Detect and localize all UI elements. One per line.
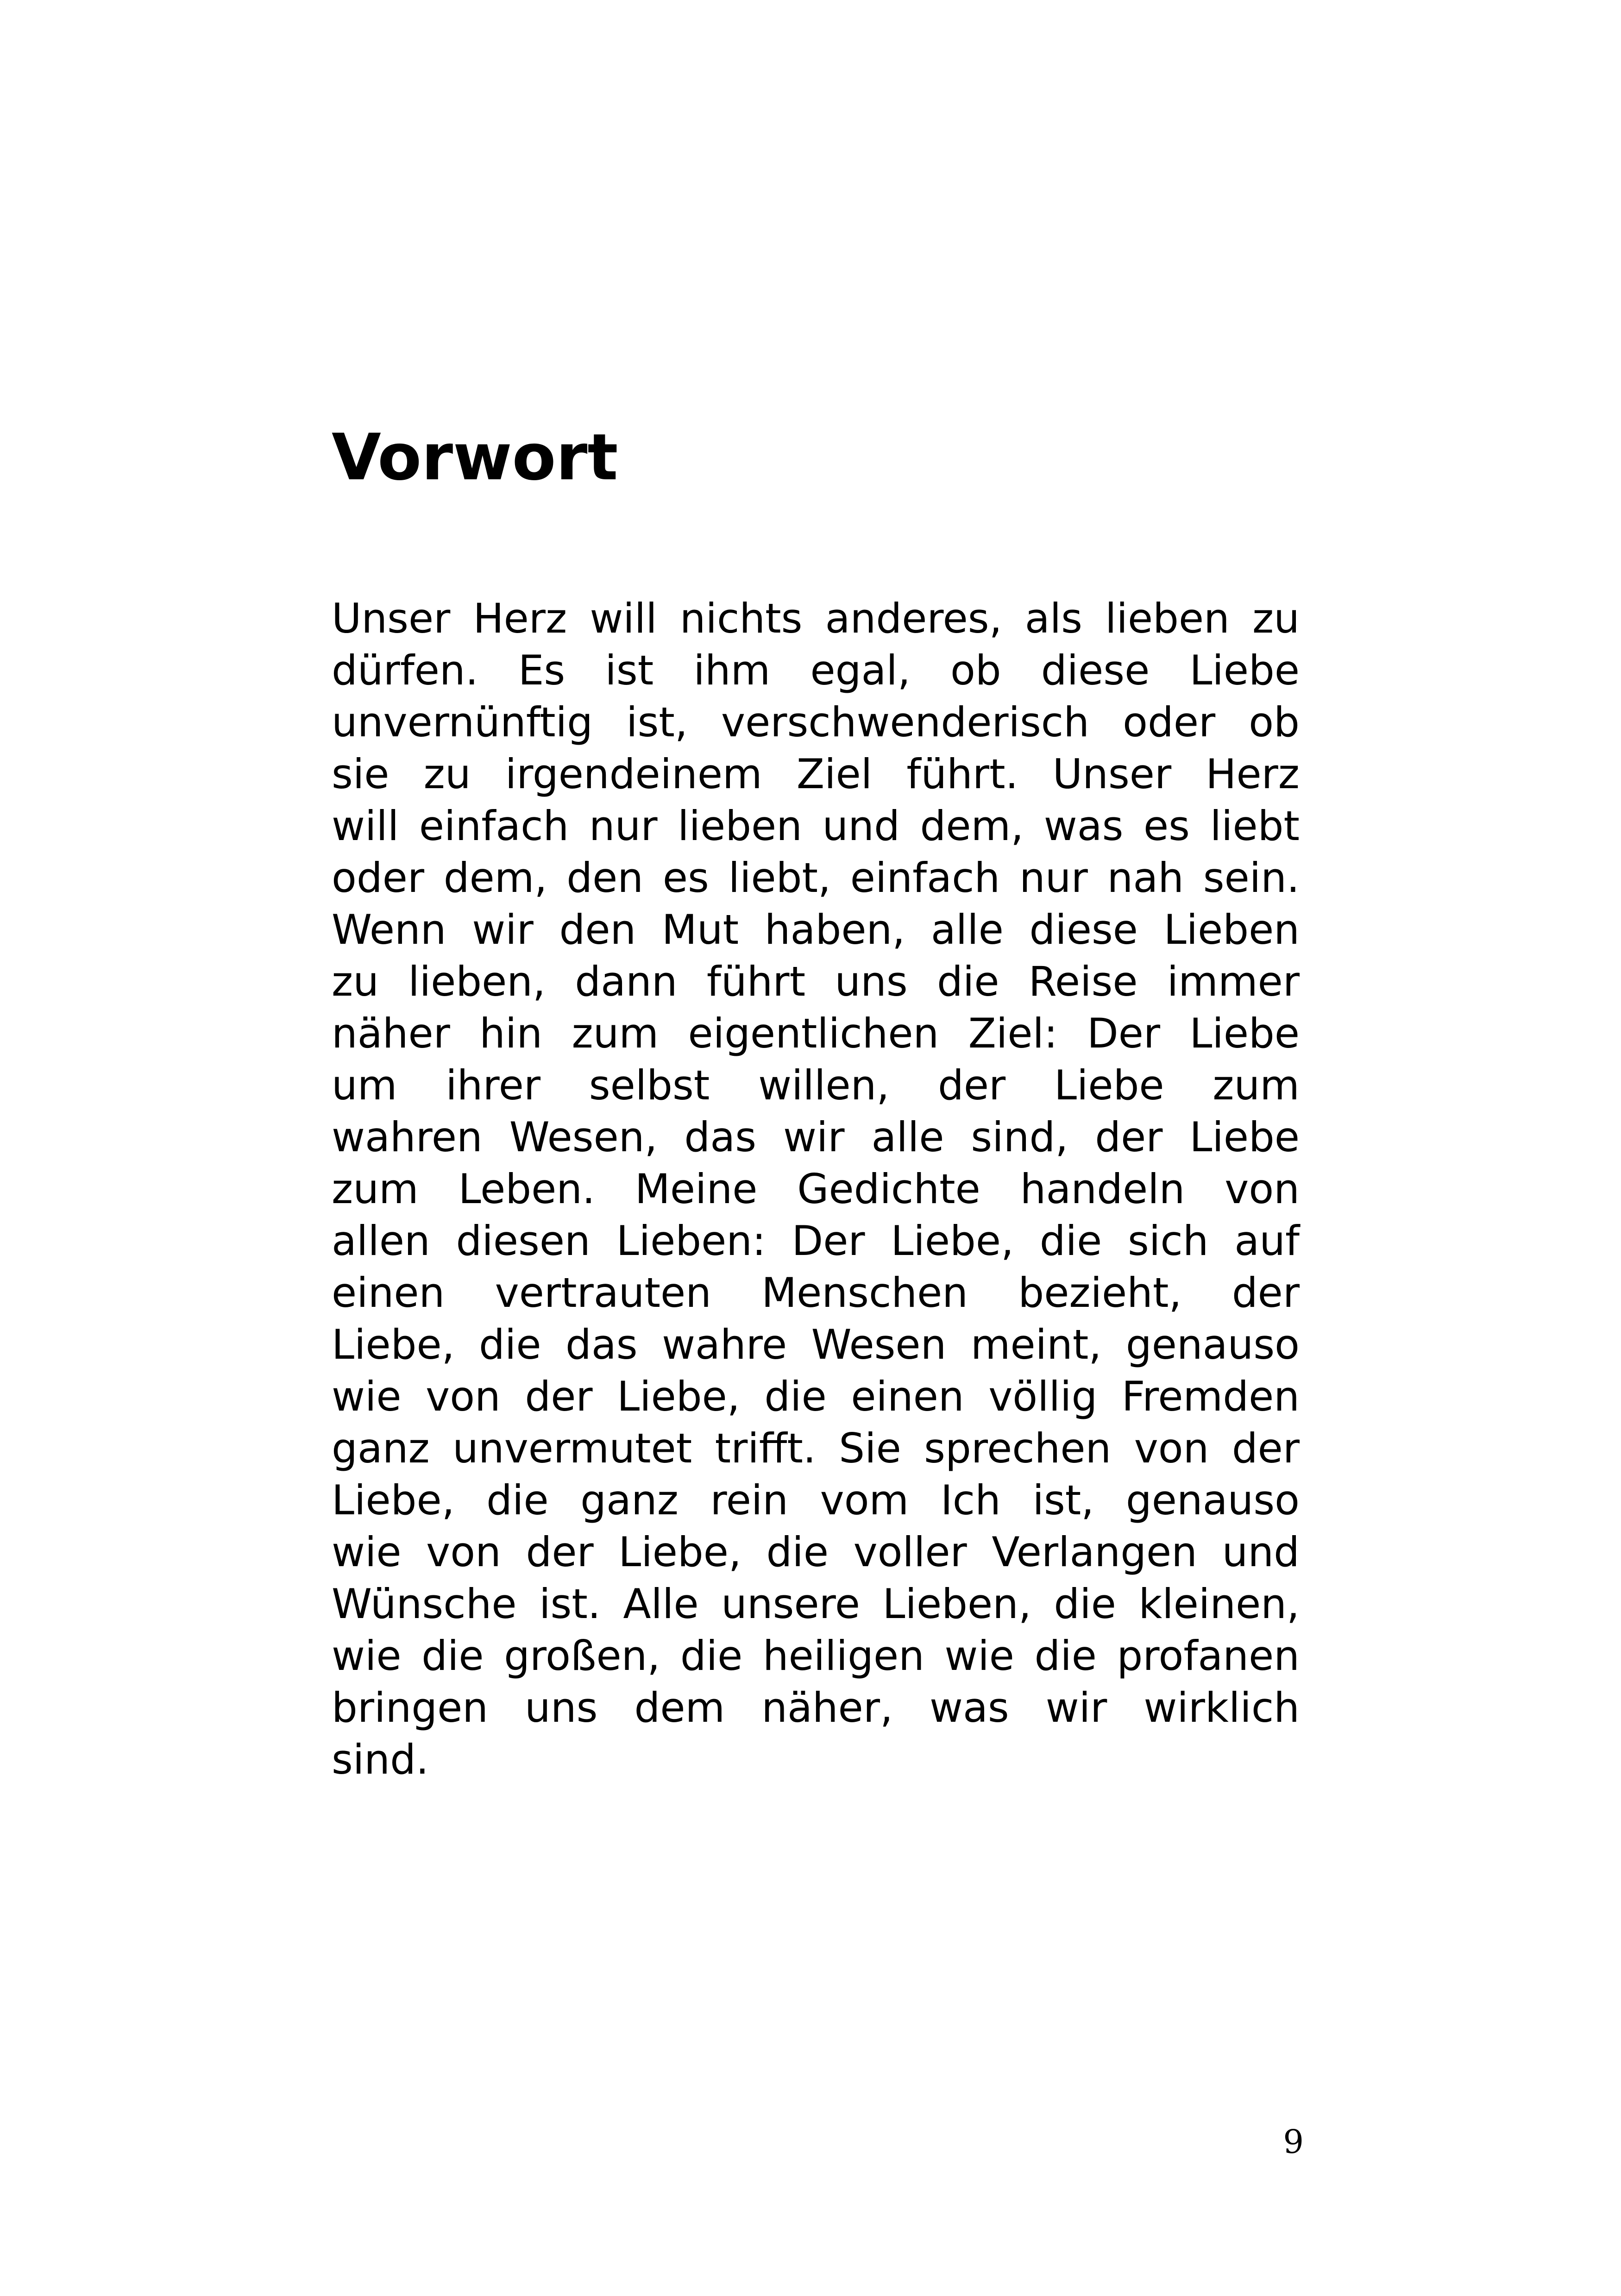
paragraph-line: dürfen. Es ist ihm egal, ob diese Liebe [332, 646, 1300, 694]
body-paragraph [332, 593, 1300, 1786]
paragraph-line: näher hin zum eigentlichen Ziel: Der Liebe [332, 1010, 1300, 1057]
chapter-heading: Vorwort [332, 420, 618, 495]
page-number: 9 [1283, 2123, 1304, 2161]
paragraph-line: ganz unvermutet trifft. Sie sprechen von der [332, 1424, 1300, 1472]
paragraph-line: will einfach nur lieben und dem, was es liebt [332, 802, 1300, 850]
paragraph-line: oder dem, den es liebt, einfach nur nah sein. [332, 854, 1300, 902]
paragraph-line: sie zu irgendeinem Ziel führt. Unser Herz [332, 750, 1300, 798]
paragraph-line: zu lieben, dann führt uns die Reise immer [332, 958, 1300, 1005]
paragraph-line: allen diesen Lieben: Der Liebe, die sich auf [332, 1217, 1300, 1265]
paragraph-line: zum Leben. Meine Gedichte handeln von [332, 1165, 1300, 1213]
paragraph-line: sind. [332, 1736, 429, 1783]
paragraph-line: einen vertrauten Menschen bezieht, der [332, 1269, 1300, 1317]
paragraph-line: unvernünftig ist, verschwenderisch oder ob [332, 698, 1300, 746]
paragraph-line: wie von der Liebe, die einen völlig Fremden [332, 1373, 1300, 1420]
paragraph-line: Unser Herz will nichts anderes, als lieben zu [332, 595, 1300, 642]
paragraph-line: bringen uns dem näher, was wir wirklich [332, 1684, 1300, 1731]
paragraph-line: Liebe, die das wahre Wesen meint, genauso [332, 1321, 1300, 1368]
paragraph-line: um ihrer selbst willen, der Liebe zum [332, 1061, 1300, 1109]
paragraph-line: Wünsche ist. Alle unsere Lieben, die kleinen, [332, 1580, 1300, 1628]
paragraph-line: wahren Wesen, das wir alle sind, der Liebe [332, 1113, 1300, 1161]
paragraph-line: wie von der Liebe, die voller Verlangen und [332, 1528, 1300, 1576]
paragraph-line: Liebe, die ganz rein vom Ich ist, genauso [332, 1476, 1300, 1524]
paragraph-line: Wenn wir den Mut haben, alle diese Lieben [332, 906, 1300, 954]
paragraph-line: wie die großen, die heiligen wie die profanen [332, 1632, 1300, 1680]
